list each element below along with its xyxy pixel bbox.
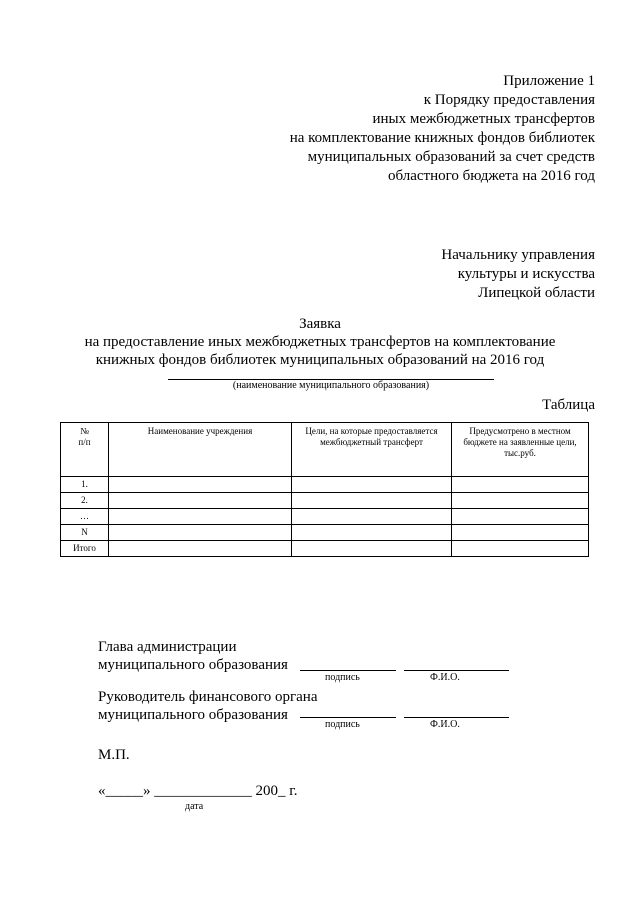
appendix-line: на комплектование книжных фондов библиотек xyxy=(289,130,595,146)
row-number: … xyxy=(61,509,109,525)
appendix-line: Приложение 1 xyxy=(503,73,595,89)
head-signature-line[interactable] xyxy=(300,670,396,671)
table-row xyxy=(61,509,589,525)
appendix-reference xyxy=(290,72,595,186)
cell-purpose[interactable] xyxy=(292,493,452,509)
cell-budget[interactable] xyxy=(452,509,589,525)
table-row xyxy=(61,525,589,541)
head-fio-label: Ф.И.О. xyxy=(430,672,460,683)
cell-institution[interactable] xyxy=(109,493,292,509)
row-number: 2. xyxy=(61,493,109,509)
seal-mark: М.П. xyxy=(98,747,130,763)
cell-institution[interactable] xyxy=(109,509,292,525)
cell-budget[interactable] xyxy=(452,541,589,557)
title-heading: Заявка xyxy=(299,316,341,332)
head-title-line1: Глава администрации xyxy=(98,639,237,655)
fin-title-line2: муниципального образования xyxy=(98,707,288,723)
cell-purpose[interactable] xyxy=(292,477,452,493)
appendix-line: иных межбюджетных трансфертов xyxy=(372,111,595,127)
cell-purpose[interactable] xyxy=(292,541,452,557)
table-caption: Таблица xyxy=(542,397,595,413)
header-purpose: Цели, на которые предоставляется межбюджетный трансферт xyxy=(292,423,452,477)
head-title-line2: муниципального образования xyxy=(98,657,288,673)
document-title xyxy=(60,315,580,369)
request-table xyxy=(60,422,589,557)
addressee-line: культуры и искусства xyxy=(457,266,595,282)
cell-purpose[interactable] xyxy=(292,509,452,525)
cell-institution[interactable] xyxy=(109,477,292,493)
cell-budget[interactable] xyxy=(452,477,589,493)
title-line: книжных фондов библиотек муниципальных образований на 2016 год xyxy=(95,352,545,368)
appendix-line: муниципальных образований за счет средств xyxy=(307,149,595,165)
header-institution: Наименование учреждения xyxy=(109,423,292,477)
head-signature-label: подпись xyxy=(325,672,360,683)
fin-signature-label: подпись xyxy=(325,719,360,730)
cell-budget[interactable] xyxy=(452,493,589,509)
table-row xyxy=(61,493,589,509)
appendix-line: к Порядку предоставления xyxy=(423,92,595,108)
addressee-block xyxy=(441,246,595,303)
fin-fio-label: Ф.И.О. xyxy=(430,719,460,730)
date-label: дата xyxy=(185,801,204,812)
table-row xyxy=(61,477,589,493)
addressee-line: Липецкой области xyxy=(478,285,595,301)
fin-title-line1: Руководитель финансового органа xyxy=(98,689,318,705)
cell-purpose[interactable] xyxy=(292,525,452,541)
addressee-line: Начальнику управления xyxy=(441,247,595,263)
cell-budget[interactable] xyxy=(452,525,589,541)
municipality-caption: (наименование муниципального образования) xyxy=(232,380,430,391)
table-total-row xyxy=(61,541,589,557)
cell-institution[interactable] xyxy=(109,525,292,541)
row-total-label: Итого xyxy=(61,541,109,557)
head-fio-line[interactable] xyxy=(404,670,509,671)
header-budget: Предусмотрено в местном бюджете на заявленные цели, тыс.руб. xyxy=(452,423,589,477)
row-number: 1. xyxy=(61,477,109,493)
cell-institution[interactable] xyxy=(109,541,292,557)
table-header-row xyxy=(61,423,589,477)
appendix-line: областного бюджета на 2016 год xyxy=(387,168,595,184)
fin-signature-line[interactable] xyxy=(300,717,396,718)
row-number: N xyxy=(61,525,109,541)
date-line: «_____» _____________ 200_ г. xyxy=(98,783,298,799)
title-line: на предоставление иных межбюджетных трансфертов на комплектование xyxy=(84,334,556,350)
header-number: № п/п xyxy=(61,423,109,477)
fin-fio-line[interactable] xyxy=(404,717,509,718)
